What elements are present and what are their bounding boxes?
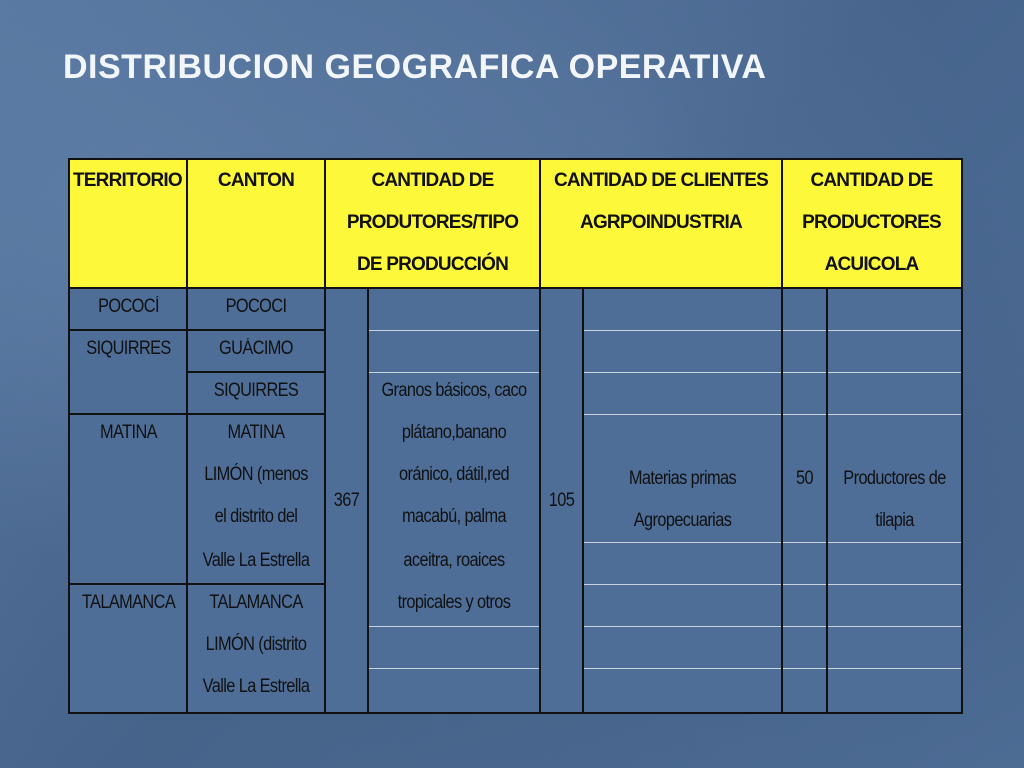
canton-cell: MATINA bbox=[227, 422, 285, 443]
canton-cell: GUÁCIMO bbox=[219, 338, 293, 359]
productores-tipo: plátano,banano bbox=[401, 422, 507, 443]
header-productores-line2: PRODUTORES/TIPO bbox=[346, 212, 519, 233]
header-territorio bbox=[70, 160, 187, 288]
header-canton bbox=[187, 160, 325, 288]
header-clientes bbox=[540, 160, 782, 288]
canton-cell: LIMÓN (distrito bbox=[205, 634, 307, 655]
header-canton-label: CANTON bbox=[217, 170, 295, 191]
canton-cell: LIMÓN (menos bbox=[204, 464, 308, 485]
canton-cell: POCOCI bbox=[225, 296, 287, 317]
clientes-cantidad: 105 bbox=[548, 490, 575, 511]
canton-cell: el distrito del bbox=[214, 506, 298, 527]
productores-cantidad: 367 bbox=[333, 490, 360, 511]
clientes-tipo: Agropecuarias bbox=[633, 510, 732, 531]
header-acuicola-line1: CANTIDAD DE bbox=[810, 170, 933, 191]
canton-cell: Valle La Estrella bbox=[202, 676, 310, 697]
canton-cell: TALAMANCA bbox=[209, 592, 303, 613]
header-clientes-line2: AGRPOINDUSTRIA bbox=[580, 212, 742, 233]
distribution-table bbox=[68, 158, 963, 714]
header-clientes-line1: CANTIDAD DE CLIENTES bbox=[553, 170, 769, 191]
acuicola-tipo: tilapia bbox=[875, 510, 914, 531]
territorio-cell: TALAMANCA bbox=[81, 592, 176, 613]
canton-cell: SIQUIRRES bbox=[213, 380, 299, 401]
header-acuicola-line2: PRODUCTORES bbox=[802, 212, 941, 233]
productores-tipo: oránico, dátil,red bbox=[399, 464, 509, 485]
header-acuicola bbox=[782, 160, 961, 288]
header-acuicola-line3: ACUICOLA bbox=[824, 254, 919, 275]
header-productores bbox=[325, 160, 540, 288]
header-productores-line1: CANTIDAD DE bbox=[371, 170, 494, 191]
territorio-cell: POCOCÍ bbox=[98, 296, 159, 317]
page-title: DISTRIBUCION GEOGRAFICA OPERATIVA bbox=[63, 48, 767, 86]
territorio-cell: MATINA bbox=[100, 422, 157, 443]
acuicola-tipo: Productores de bbox=[843, 468, 946, 489]
productores-tipo: macabú, palma bbox=[402, 506, 506, 527]
canton-cell: Valle La Estrella bbox=[202, 550, 310, 571]
acuicola-cantidad: 50 bbox=[796, 468, 813, 489]
productores-tipo: tropicales y otros bbox=[397, 592, 511, 613]
header-territorio-label: TERRITORIO bbox=[73, 170, 182, 191]
territorio-cell: SIQUIRRES bbox=[86, 338, 171, 359]
header-productores-line3: DE PRODUCCIÓN bbox=[356, 254, 509, 275]
clientes-tipo: Materias primas bbox=[628, 468, 737, 489]
productores-tipo: Granos básicos, caco bbox=[381, 380, 527, 401]
productores-tipo: aceitra, roaices bbox=[403, 550, 505, 571]
